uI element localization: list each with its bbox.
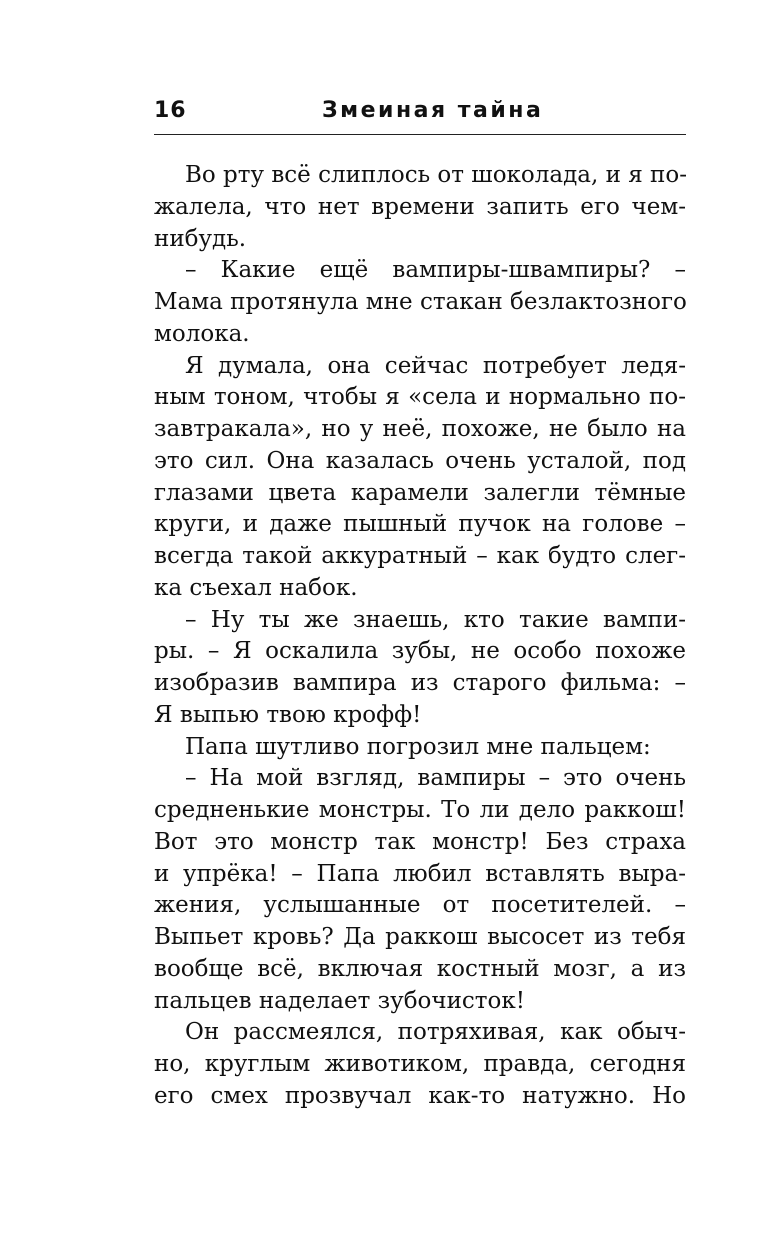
text-line: круги, и даже пышный пучок на голове – [154,511,686,538]
text-line: это сил. Она казалась очень усталой, под [154,447,686,474]
text-line: и упрёка! – Папа любил вставлять выра- [154,860,686,887]
page-number: 16 [154,98,187,123]
text-line: Вот это монстр так монстр! Без страха [154,828,686,855]
text-line: – На мой взгляд, вампиры – это очень [185,765,686,792]
text-line: Я думала, она сейчас потребует ледя- [185,352,686,379]
text-line: Папа шутливо погрозил мне пальцем: [185,733,651,760]
running-title: Змеиная тайна [322,98,544,123]
text-line: Мама протянула мне стакан безлактозного [154,289,687,315]
text-line: его смех прозвучал как-то натужно. Но [154,1082,686,1109]
body-text [154,160,686,1113]
text-line: – Ну ты же знаешь, кто такие вампи- [185,606,686,633]
text-line: ка съехал набок. [154,574,358,601]
text-line: Он рассмеялся, потряхивая, как обыч- [185,1019,686,1046]
text-line: изобразив вампира из старого фильма: – [154,670,686,696]
text-line: Я выпью твою крофф! [154,701,422,728]
header-rule [154,134,686,135]
text-line: молока. [154,320,250,347]
text-line: вообще всё, включая костный мозг, а из [154,955,686,982]
text-line: средненькие монстры. То ли дело раккош! [154,797,686,823]
text-line: завтракала», но у неё, похоже, не было на [154,416,686,442]
text-line: – Какие ещё вампиры-швампиры? – [185,257,686,284]
text-line: жалела, что нет времени запить его чем- [154,193,686,220]
text-line: пальцев наделает зубочисток! [154,987,525,1014]
text-line: Выпьет кровь? Да раккош высосет из тебя [154,924,686,950]
text-line: жения, услышанные от посетителей. – [154,892,686,919]
text-line: ным тоном, чтобы я «села и нормально по- [154,384,686,411]
text-line: нибудь. [154,225,247,252]
text-line: глазами цвета карамели залегли тёмные [154,479,686,506]
text-line: ры. – Я оскалила зубы, не особо похоже [154,638,686,665]
text-line: Во рту всё слиплось от шоколада, и я по- [185,162,687,188]
text-line: всегда такой аккуратный – как будто слег- [154,543,686,569]
text-line: но, круглым животиком, правда, сегодня [154,1051,686,1077]
